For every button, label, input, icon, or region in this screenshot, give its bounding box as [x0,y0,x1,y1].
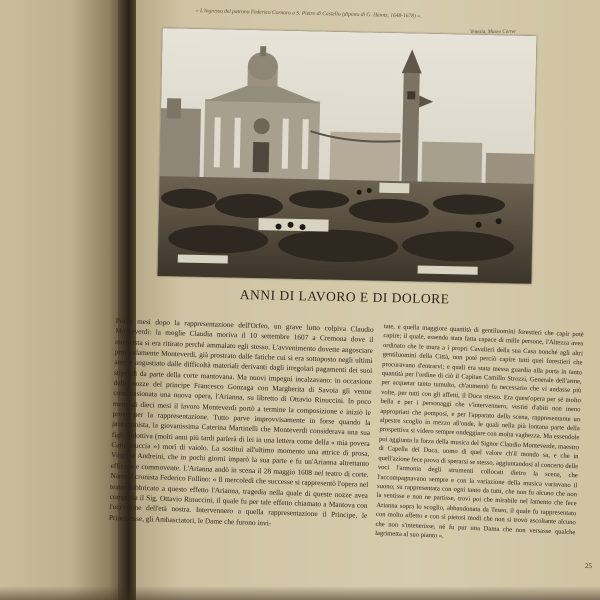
body-text-right: tate, e quella maggiore quantità di gentiluomini forestieri che capir potè capire; il quale, essendo stata fatta capace di mille persone, l'Altezza avea ordinato che le mura a i propri Cavalieri della sua Casa nonché agli altri gentiluomini della Città, non poté perciò capire tutti quei forestieri che procuravano d'entrarvi; e quali era stata messa guardia alla porta in tanto quantità per l'ordine di ciò il Capitan Camillo Strozzi, Generale dell'arme, per acquetar tanto tumulto, ch'aumentò fu necessario che vi andasse più volte, per tutti con gli affetti, il Duca stesso. Era quest'opera per sé molto bella e per i personaggi che v'intervennero, vestiti d'abiti non meno appropriati che pomposi, e per l'apparato della scena, rappresentante un alpestre scoglio in mezzo all'onde, le quali nella più lontana parte della prospettiva si videro sempre ondeggiare con molta vaghezza. Ma essendole poi aggiunta la forza della musica del Signor Claudio Monteverde, maestro di Capella del Duca, uomo di quel valore ch'il mondo sa, e che in quell'azione fece prova di sperarsi se stesso, aggiuntandosi al concerto delle voci l'armonia degli strumenti collocati dietro la scena, che l'accompagnavano sempre e con la variazione della musica variavano il suono; su rappresentata con ogni tanto da tutti, che non fu alcuno che non la sentisse e non ne partisse, trovi poi che mirabile nel lamento che fece Arianna sopra lo scoglio, abbandonata da Teseo, il quale fu rappresentato con molto affetto e con sì pietosi modi che non si trovò ascoltante alcuno che non s'intenerisse, né fu pur una Dama che non versasse qualche lagrimetta al suo pianto ». [374,322,584,540]
illustration-caption: « L'ingresso del patrono Federico Cornaro a S. Pietro di Castello (dipinto di G. Heintz, 1648-1678) ». [195,8,422,20]
text-column-left [109,316,374,532]
section-heading: ANNI DI LAVORO E DI DOLORE [239,287,450,307]
text-column-right [375,322,584,547]
page-shadow [0,586,600,600]
body-text-left: Pochi mesi dopo la rappresentazione dell'Orfeo, un grave lutto colpiva Claudio Monteverdi: la moglie Claudia moriva il 10 settembre 1607 a Cremona dove il musicista si era ritirato perché ammalato egli stesso. L'avvenimento dovette angosciare profondamente Monteverdi, già prostrato dalle fatiche cui si era sottoposto negli ultimi anni e angustiato dalle difficoltà materiali derivanti dagli irregolari pagamenti dei suoi stipendi da parte della corte mantovana. Ma nuovi impegni incalzavano: in occasione delle nozze del principe Francesco Gonzaga con Margherita di Savoia gli venne commissionata una nuova opera, l'Arianna, su libretto di Ottavio Rinuccini. In poco meno di dieci mesi il lavoro Monteverdi portò a termine la composizione e iniziò le prove per la rappresentazione. Tutto parve improvvisamente in forse quando la protagonista, la giovanissima Caterina Martinelli che Monteverdi considerava una sua figlia adottiva (molti anni più tardi parlerà di lei in una lettera come della « mia povera Catterinuccia ») morì di vaiolo. La sostituì all'ultimo momento una attrice di prosa, Virginia Andreini, che in pochi giorni imparò la sua parte e fu un'Arianna altrettanto efficace e commovente. L'Arianna andò in scena il 28 maggio 1608 nel teatro di corte. Narra il cronista Federico Follino: « Il mercoledì che successe si rappresentò l'opera nel teatro fabbricato a questo effetto l'Arianna, tragedia nella quale di queste nozze avea composta il Sig. Ottavio Rinuccini, il quale fu per tale effetto chiamato a Mantova con l'occasione dell'età nostra. Intervennero a quella rappresentazione il Principe, le Principesse, gli Ambasciatori, le Dame che furono invi- [108,316,374,528]
engraving-illustration [157,28,536,284]
illustration-source: Venezia, Museo Correr [470,30,517,35]
page-number: 25 [584,561,593,571]
